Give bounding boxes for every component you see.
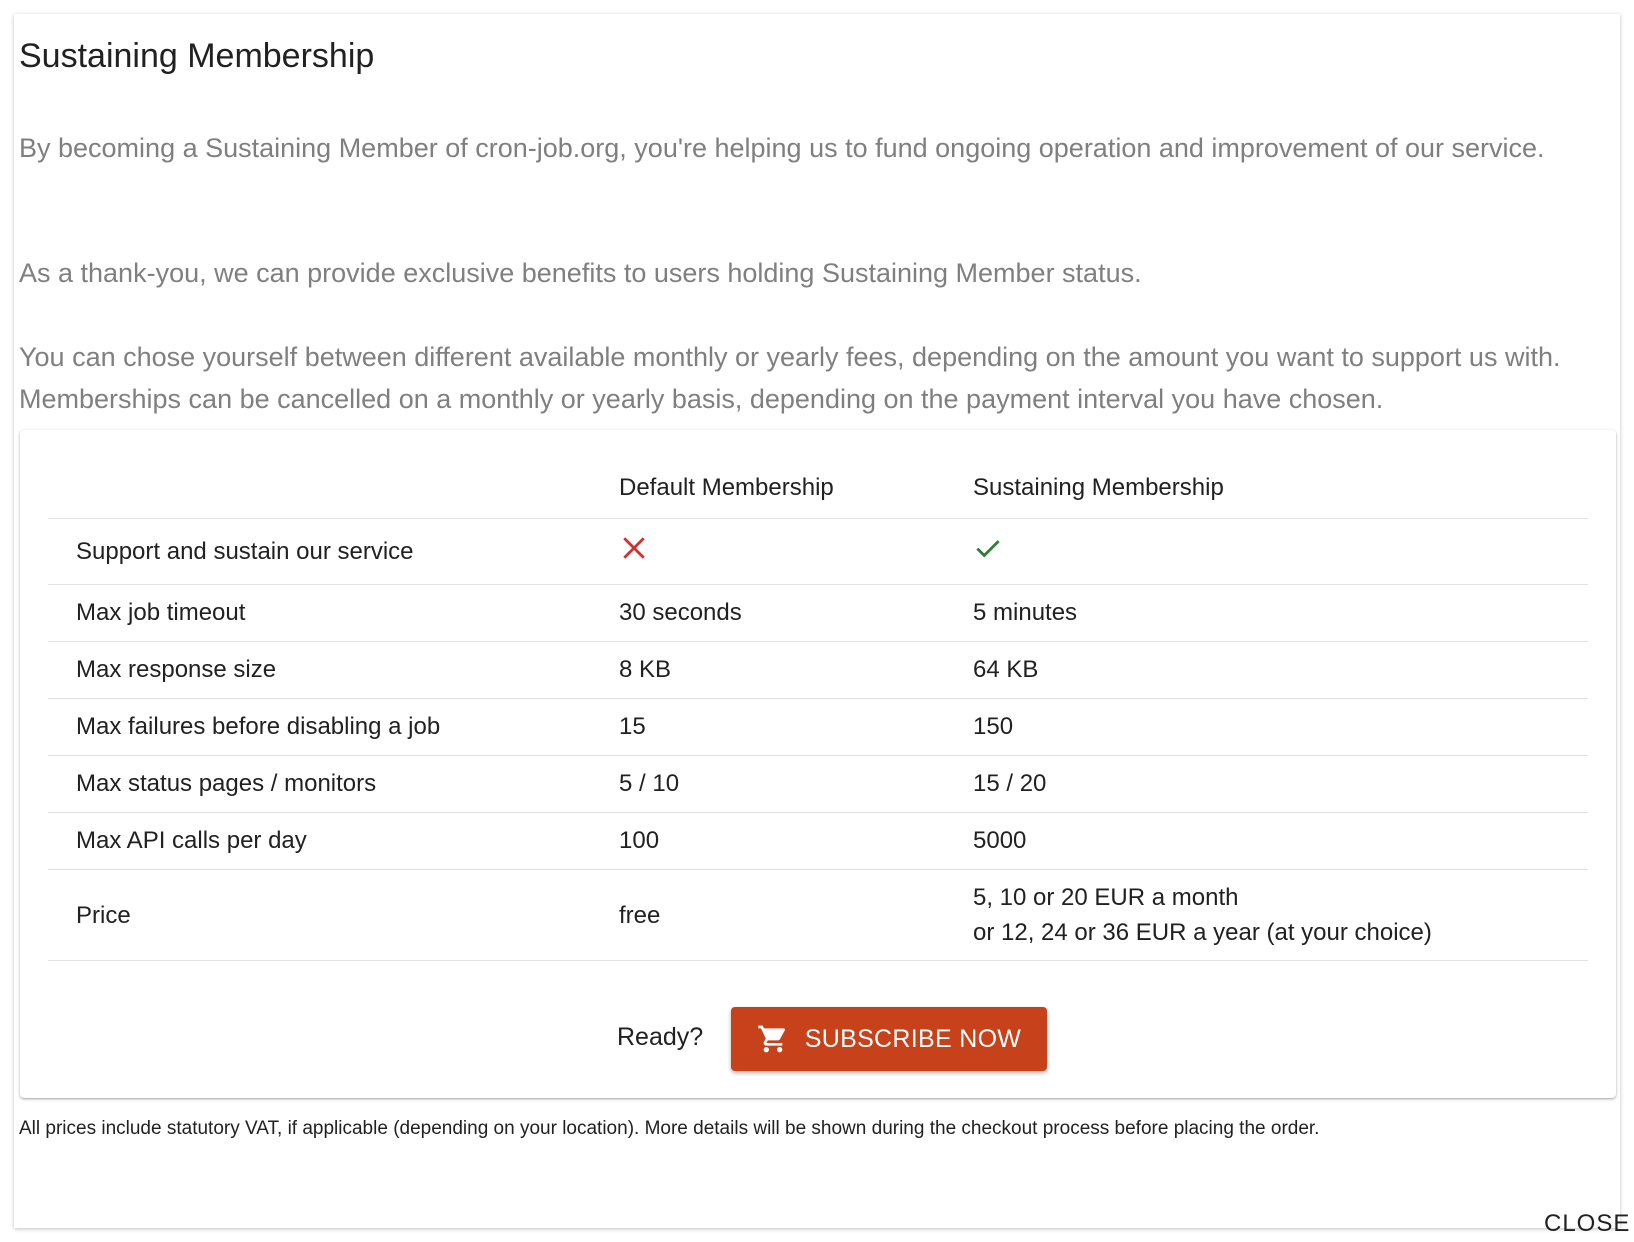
sustaining-value: 150 <box>945 699 1588 756</box>
close-button[interactable]: CLOSE <box>1544 1210 1631 1237</box>
subscribe-row <box>20 1007 1616 1071</box>
subscribe-button-label: SUBSCRIBE NOW <box>804 1024 1022 1053</box>
table-row <box>48 756 1588 813</box>
feature-label: Price <box>48 870 591 961</box>
dialog-title: Sustaining Membership <box>19 37 375 75</box>
default-value: 30 seconds <box>591 585 945 642</box>
cross-icon <box>619 533 649 563</box>
table-row <box>48 870 1588 961</box>
table-header-row <box>48 458 1588 519</box>
feature-label: Max failures before disabling a job <box>48 699 591 756</box>
default-value: 5 / 10 <box>591 756 945 813</box>
header-default-membership: Default Membership <box>591 458 945 519</box>
table-row <box>48 642 1588 699</box>
table-row <box>48 813 1588 870</box>
feature-label: Max response size <box>48 642 591 699</box>
intro-paragraph-1: By becoming a Sustaining Member of cron-job.org, you're helping us to fund ongoing operation and improvement of our service. <box>19 133 1545 163</box>
sustaining-value: 5 minutes <box>945 585 1588 642</box>
ready-label: Ready? <box>617 1023 704 1051</box>
table-row <box>48 519 1588 585</box>
sustaining-value: 5000 <box>945 813 1588 870</box>
header-feature <box>48 458 591 519</box>
intro-paragraph-3: You can chose yourself between different available monthly or yearly fees, depending on the amount you want to support us with. Memberships can be cancelled on a monthly or yearly basis, depending on the payment interval you have chosen. <box>19 342 1561 414</box>
default-value: free <box>591 870 945 961</box>
check-icon <box>973 533 1003 563</box>
cart-icon <box>757 1023 789 1055</box>
subscribe-now-button[interactable] <box>731 1007 1047 1071</box>
feature-label: Max status pages / monitors <box>48 756 591 813</box>
default-value <box>591 519 945 585</box>
feature-label: Max API calls per day <box>48 813 591 870</box>
feature-label: Max job timeout <box>48 585 591 642</box>
sustaining-value: 15 / 20 <box>945 756 1588 813</box>
vat-note: All prices include statutory VAT, if applicable (depending on your location). More details will be shown during the checkout process before placing the order. <box>19 1118 1320 1139</box>
sustaining-value: 64 KB <box>945 642 1588 699</box>
default-value: 8 KB <box>591 642 945 699</box>
sustaining-value <box>945 519 1588 585</box>
default-value: 15 <box>591 699 945 756</box>
membership-dialog <box>14 14 1631 1237</box>
price-yearly: or 12, 24 or 36 EUR a year (at your choice) <box>973 919 1432 946</box>
price-monthly: 5, 10 or 20 EUR a month <box>973 884 1239 911</box>
header-sustaining-membership: Sustaining Membership <box>945 458 1588 519</box>
comparison-table <box>48 458 1588 961</box>
table-row <box>48 585 1588 642</box>
table-row <box>48 699 1588 756</box>
sustaining-value <box>945 870 1588 961</box>
intro-paragraph-2: As a thank-you, we can provide exclusive benefits to users holding Sustaining Member status. <box>19 258 1142 288</box>
default-value: 100 <box>591 813 945 870</box>
comparison-card <box>20 430 1616 1098</box>
feature-label: Support and sustain our service <box>48 519 591 585</box>
